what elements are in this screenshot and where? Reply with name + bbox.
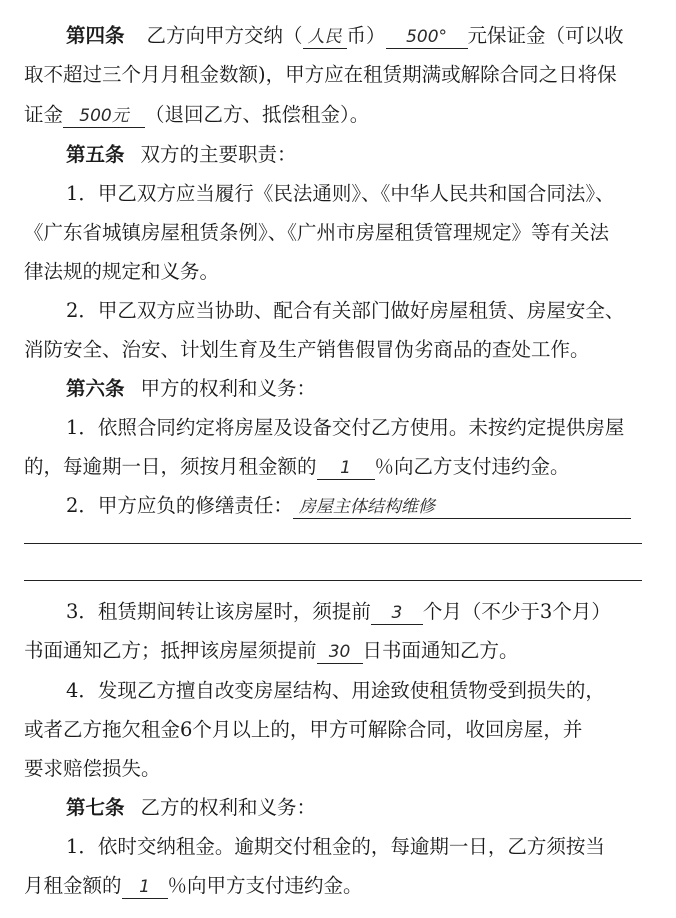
art7-p1-text-b: ％向甲方支付违约金。 (167, 874, 363, 897)
art5-heading-line (66, 141, 297, 169)
art6-p3-line1 (66, 598, 611, 626)
late-percent-field: 1 (122, 876, 168, 899)
art6-title: 甲方的权利和义务： (140, 377, 317, 400)
blank-rule-1 (24, 543, 642, 544)
art4-text-d: 证金 (24, 103, 64, 126)
penalty-percent-field: 1 (317, 457, 375, 480)
art5-p2-line2: 消防安全、治安、计划生育及生产销售假冒伪劣商品的查处工作。 (24, 338, 590, 361)
art6-p1-text-a: 的，每逾期一日，须按月租金额的 (24, 455, 317, 478)
art7-heading-line (66, 794, 316, 822)
art6-p3-line2 (24, 637, 519, 665)
art4-text-a: 乙方向甲方交纳（ (146, 24, 303, 47)
art6-p4-line2: 或者乙方拖欠租金6个月以上的，甲方可解除合同，收回房屋，并 (24, 718, 583, 741)
deposit-amount-field: 500° (386, 26, 468, 49)
art6-p3-text-c: 书面通知乙方；抵押该房屋须提前 (24, 639, 317, 662)
art6-heading-line (66, 375, 316, 403)
art5-p2-line1: 2．甲乙双方应当协助、配合有关部门做好房屋租赁、房屋安全、 (66, 299, 625, 322)
art4-line1 (66, 22, 624, 50)
art7-p1-text-a: 月租金额的 (24, 874, 122, 897)
art7-p1-line1: 1．依时交纳租金。逾期交付租金的，每逾期一日，乙方须按当 (66, 835, 605, 858)
art6-p3-text-b: 个月（不少于3个月） (422, 600, 611, 623)
deposit-use-field: 500元 (63, 105, 145, 128)
blank-rule-2 (24, 580, 642, 581)
art4-line2: 取不超过三个月月租金数额)，甲方应在租赁期满或解除合同之日将保 (24, 63, 617, 86)
art5-p1-line2: 《广东省城镇房屋租赁条例》、《广州市房屋租赁管理规定》等有关法 (24, 221, 610, 244)
art6-p3-text-d: 日书面通知乙方。 (362, 639, 519, 662)
art6-heading: 第六条 (66, 377, 125, 400)
art5-p1-line1: 1．甲乙双方应当履行《民法通则》、《中华人民共和国合同法》、 (66, 182, 615, 205)
art6-p3-text-a: 3．租赁期间转让该房屋时，须提前 (66, 600, 371, 623)
art5-p1-line3: 律法规的规定和义务。 (24, 260, 220, 283)
art6-p4-line3: 要求赔偿损失。 (24, 757, 161, 780)
art6-p1-text-b: ％向乙方支付违约金。 (374, 455, 570, 478)
art4-heading: 第四条 (66, 24, 125, 47)
art5-heading: 第五条 (66, 143, 125, 166)
art4-text-e: （退回乙方、抵偿租金）。 (145, 103, 370, 126)
art7-title: 乙方的权利和义务： (140, 796, 317, 819)
art6-p2-line (66, 492, 631, 520)
mortgage-days-field: 30 (317, 641, 363, 664)
currency-field: 人民 (303, 26, 347, 49)
art7-p1-line2 (24, 872, 363, 900)
notice-months-field: 3 (371, 602, 423, 625)
art4-text-b: 币） (346, 24, 386, 47)
art6-p1-line1: 1．依照合同约定将房屋及设备交付乙方使用。未按约定提供房屋 (66, 416, 625, 439)
repair-field: 房屋主体结构维修 (293, 496, 631, 519)
art5-title: 双方的主要职责： (140, 143, 297, 166)
art6-p1-line2 (24, 453, 570, 481)
art6-p4-line1: 4．发现乙方擅自改变房屋结构、用途致使租赁物受到损失的， (66, 679, 605, 702)
art4-line3 (24, 101, 369, 129)
art7-heading: 第七条 (66, 796, 125, 819)
repair-label: 2．甲方应负的修缮责任： (66, 494, 293, 517)
art4-text-c: 元保证金（可以收 (467, 24, 624, 47)
